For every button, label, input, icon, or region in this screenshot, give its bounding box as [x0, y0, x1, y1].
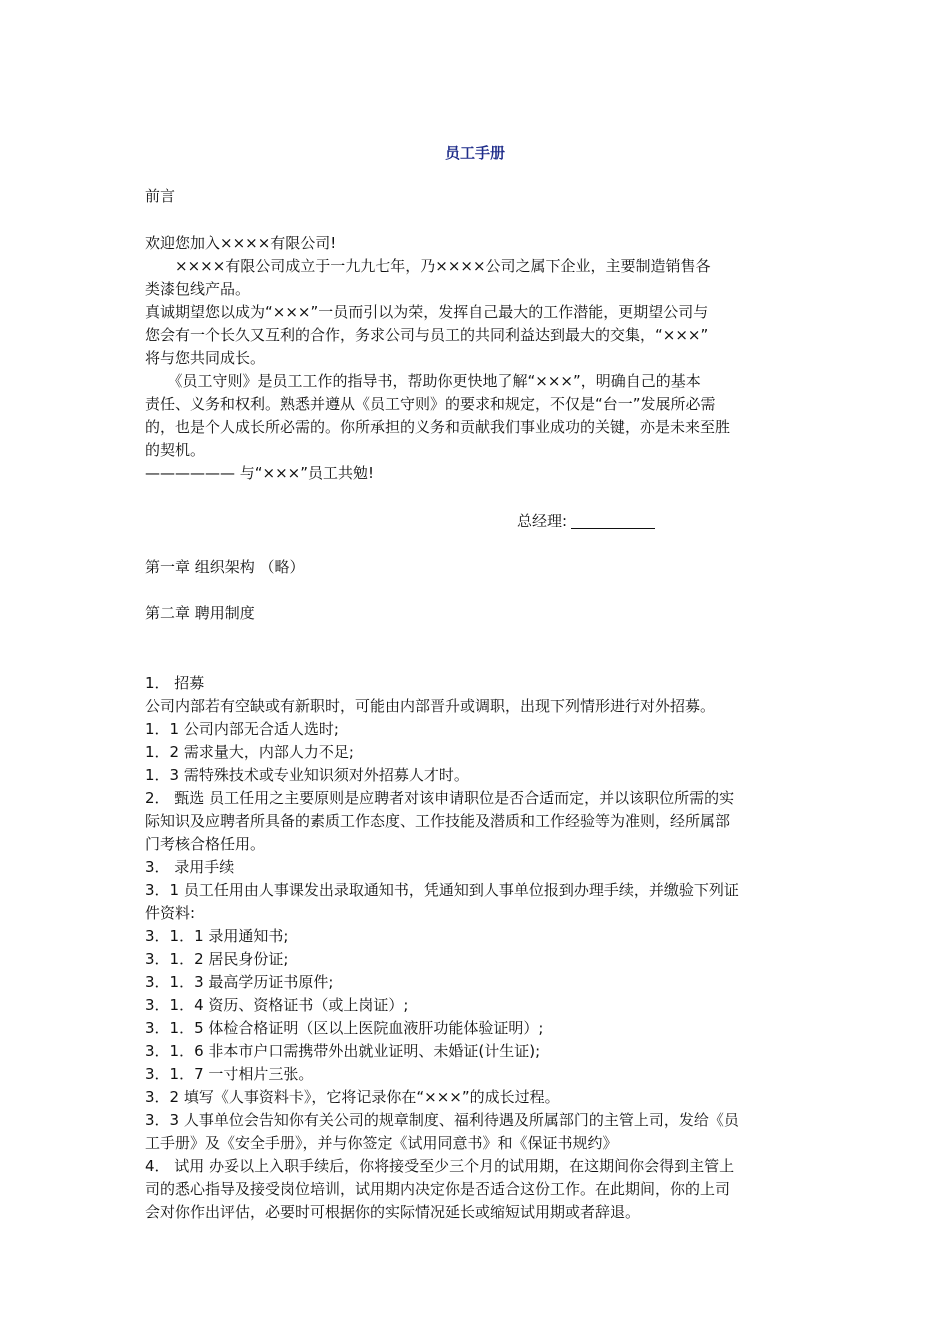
paragraph-line: ××××有限公司成立于一九九七年，乃××××公司之属下企业，主要制造销售各 [145, 257, 711, 275]
section-line: 3．1．1 录用通知书; [145, 927, 289, 945]
section-line: 1．2 需求量大，内部人力不足; [145, 743, 354, 761]
section-line: 1．1 公司内部无合适人选时; [145, 720, 339, 738]
chapter-1-heading: 第一章 组织架构 （略） [145, 558, 305, 576]
paragraph-line: 类漆包线产品。 [145, 280, 251, 298]
signature-blank [571, 514, 655, 529]
section-line: 3．2 填写《人事资料卡》，它将记录你在“×××”的成长过程。 [145, 1088, 560, 1106]
section-line: 工手册》及《安全手册》，并与你签定《试用同意书》和《保证书规约》 [145, 1134, 618, 1152]
section-line: 3．1．7 一寸相片三张。 [145, 1065, 314, 1083]
signature-line [517, 510, 655, 533]
paragraph-line: 责任、义务和权利。熟悉并遵从《员工守则》的要求和规定，不仅是“台一”发展所必需 [145, 395, 716, 413]
chapter-2-heading: 第二章 聘用制度 [145, 604, 255, 622]
closing-line: —————— 与“×××”员工共勉! [145, 464, 375, 482]
section-line: 1． 招募 [145, 674, 205, 692]
section-line: 3． 录用手续 [145, 858, 235, 876]
document-title: 员工手册 [444, 144, 505, 162]
section-line: 3．1．5 体检合格证明（区以上医院血液肝功能体验证明）; [145, 1019, 544, 1037]
paragraph-line: 欢迎您加入××××有限公司! [145, 234, 337, 252]
section-line: 3．1．2 居民身份证; [145, 950, 289, 968]
section-line: 4． 试用 办妥以上入职手续后，你将接受至少三个月的试用期，在这期间你会得到主管上 [145, 1157, 735, 1175]
section-line: 会对你作出评估，必要时可根据你的实际情况延长或缩短试用期或者辞退。 [145, 1203, 641, 1221]
section-line: 3．3 人事单位会告知你有关公司的规章制度、福利待遇及所属部门的主管上司，发给《员 [145, 1111, 739, 1129]
section-line: 司的悉心指导及接受岗位培训，试用期内决定你是否适合这份工作。在此期间，你的上司 [145, 1180, 731, 1198]
paragraph-line: 的，也是个人成长所必需的。你所承担的义务和贡献我们事业成功的关键，亦是未来至胜 [145, 418, 731, 436]
section-line: 际知识及应聘者所具备的素质工作态度、工作技能及潜质和工作经验等为准则，经所属部 [145, 812, 731, 830]
preface-heading: 前言 [145, 187, 176, 205]
section-line: 件资料: [145, 904, 196, 922]
paragraph-line: 真诚期望您以成为“×××”一员而引以为荣，发挥自己最大的工作潜能，更期望公司与 [145, 303, 709, 321]
paragraph-line: 《员工守则》是员工工作的指导书，帮助你更快地了解“×××”，明确自己的基本 [145, 372, 701, 390]
section-line: 3．1．3 最高学历证书原件; [145, 973, 334, 991]
section-line: 3．1．6 非本市户口需携带外出就业证明、未婚证(计生证); [145, 1042, 541, 1060]
paragraph-line: 将与您共同成长。 [145, 349, 266, 367]
paragraph-line: 您会有一个长久又互利的合作，务求公司与员工的共同利益达到最大的交集，“×××” [145, 326, 709, 344]
paragraph-line: 的契机。 [145, 441, 206, 459]
section-line: 门考核合格任用。 [145, 835, 266, 853]
section-line: 3．1．4 资历、资格证书（或上岗证）; [145, 996, 409, 1014]
section-line: 1．3 需特殊技术或专业知识须对外招募人才时。 [145, 766, 469, 784]
section-line: 3．1 员工任用由人事课发出录取通知书，凭通知到人事单位报到办理手续，并缴验下列证 [145, 881, 739, 899]
signature-label: 总经理: [517, 512, 568, 530]
section-line: 公司内部若有空缺或有新职时，可能由内部晋升或调职，出现下列情形进行对外招募。 [145, 697, 716, 715]
section-line: 2． 甄选 员工任用之主要原则是应聘者对该申请职位是否合适而定，并以该职位所需的实 [145, 789, 735, 807]
